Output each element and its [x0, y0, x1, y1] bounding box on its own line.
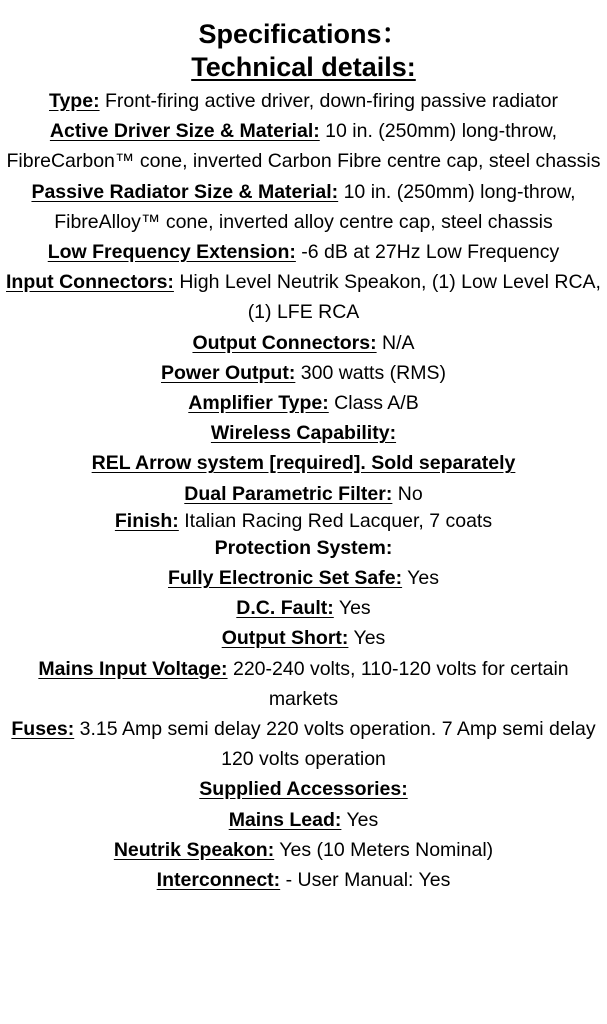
spec-label: Supplied Accessories: — [199, 778, 408, 801]
spec-fuses — [6, 714, 601, 774]
spec-value: N/A — [376, 331, 415, 354]
spec-label: REL Arrow system [required]. Sold separately — [91, 452, 516, 475]
spec-label: Interconnect: — [156, 869, 281, 892]
spec-value: 3.15 Amp semi delay 220 volts operation. 7 Amp semi delay 120 volts operation — [74, 718, 596, 771]
spec-label: Active Driver Size & Material: — [49, 120, 320, 143]
spec-supplied-accessories — [6, 774, 601, 804]
spec-value: 300 watts (RMS) — [295, 361, 446, 384]
spec-value: -6 dB at 27Hz Low Frequency — [295, 241, 560, 264]
spec-wireless-capability — [6, 418, 601, 448]
spec-label: Finish: — [114, 509, 179, 532]
spec-value: Yes — [341, 808, 379, 831]
spec-label: Passive Radiator Size & Material: — [31, 180, 339, 203]
spec-value: 10 in. (250mm) long-throw, FibreAlloy™ cone, inverted alloy centre cap, steel chassis — [54, 180, 576, 233]
spec-label: Protection System: — [214, 536, 393, 559]
spec-label: Dual Parametric Filter: — [184, 482, 393, 505]
spec-type — [6, 86, 601, 116]
spec-passive-radiator — [6, 177, 601, 237]
spec-value: Front-firing active driver, down-firing passive radiator — [99, 90, 558, 112]
spec-wireless-note — [6, 448, 601, 478]
spec-label: Input Connectors: — [6, 271, 174, 294]
spec-protection-system — [6, 533, 601, 563]
spec-value: 220-240 volts, 110-120 volts for certain markets — [227, 657, 569, 710]
spec-label: Fuses: — [11, 718, 75, 741]
section-heading: Technical details: — [191, 52, 416, 82]
spec-mains-voltage — [6, 654, 601, 714]
spec-label: Mains Lead: — [228, 808, 342, 831]
spec-value: - User Manual: Yes — [280, 869, 451, 892]
spec-power-output — [6, 358, 601, 388]
spec-label: Neutrik Speakon: — [113, 838, 275, 861]
spec-value: Italian Racing Red Lacquer, 7 coats — [178, 509, 493, 532]
spec-label: Low Frequency Extension: — [47, 241, 296, 264]
spec-finish — [6, 509, 601, 533]
spec-label: Output Short: — [221, 627, 349, 650]
spec-value: Yes — [402, 567, 439, 590]
spec-value: Yes — [348, 627, 386, 650]
spec-output-connectors — [6, 328, 601, 358]
spec-value: Yes — [333, 597, 371, 620]
spec-neutrik-speakon — [6, 835, 601, 865]
spec-label: D.C. Fault: — [236, 597, 334, 620]
spec-value: No — [392, 482, 423, 505]
spec-label: Wireless Capability: — [210, 422, 397, 445]
spec-value: 10 in. (250mm) long-throw, FibreCarbon™ cone, inverted Carbon Fibre centre cap, steel chassis — [6, 120, 601, 173]
spec-label: Type: — [49, 90, 100, 112]
page-title: Specifications： — [198, 19, 409, 49]
spec-parametric-filter — [6, 479, 601, 509]
spec-value: High Level Neutrik Speakon, (1) Low Level RCA,(1) LFE RCA — [173, 271, 601, 324]
spec-output-short — [6, 623, 601, 653]
spec-dc-fault — [6, 593, 601, 623]
spec-interconnect — [6, 865, 601, 895]
spec-label: Output Connectors: — [192, 331, 377, 354]
spec-value: Class A/B — [328, 392, 419, 415]
spec-active-driver — [6, 116, 601, 176]
spec-amplifier-type — [6, 388, 601, 418]
spec-label: Amplifier Type: — [188, 392, 329, 415]
spec-list — [0, 86, 607, 895]
spec-set-safe — [6, 563, 601, 593]
spec-label: Mains Input Voltage: — [38, 657, 228, 680]
spec-mains-lead — [6, 805, 601, 835]
spec-label: Fully Electronic Set Safe: — [168, 567, 403, 590]
spec-value: Yes (10 Meters Nominal) — [274, 838, 494, 861]
spec-low-frequency — [6, 237, 601, 267]
spec-label: Power Output: — [161, 361, 296, 384]
spec-input-connectors — [6, 267, 601, 327]
